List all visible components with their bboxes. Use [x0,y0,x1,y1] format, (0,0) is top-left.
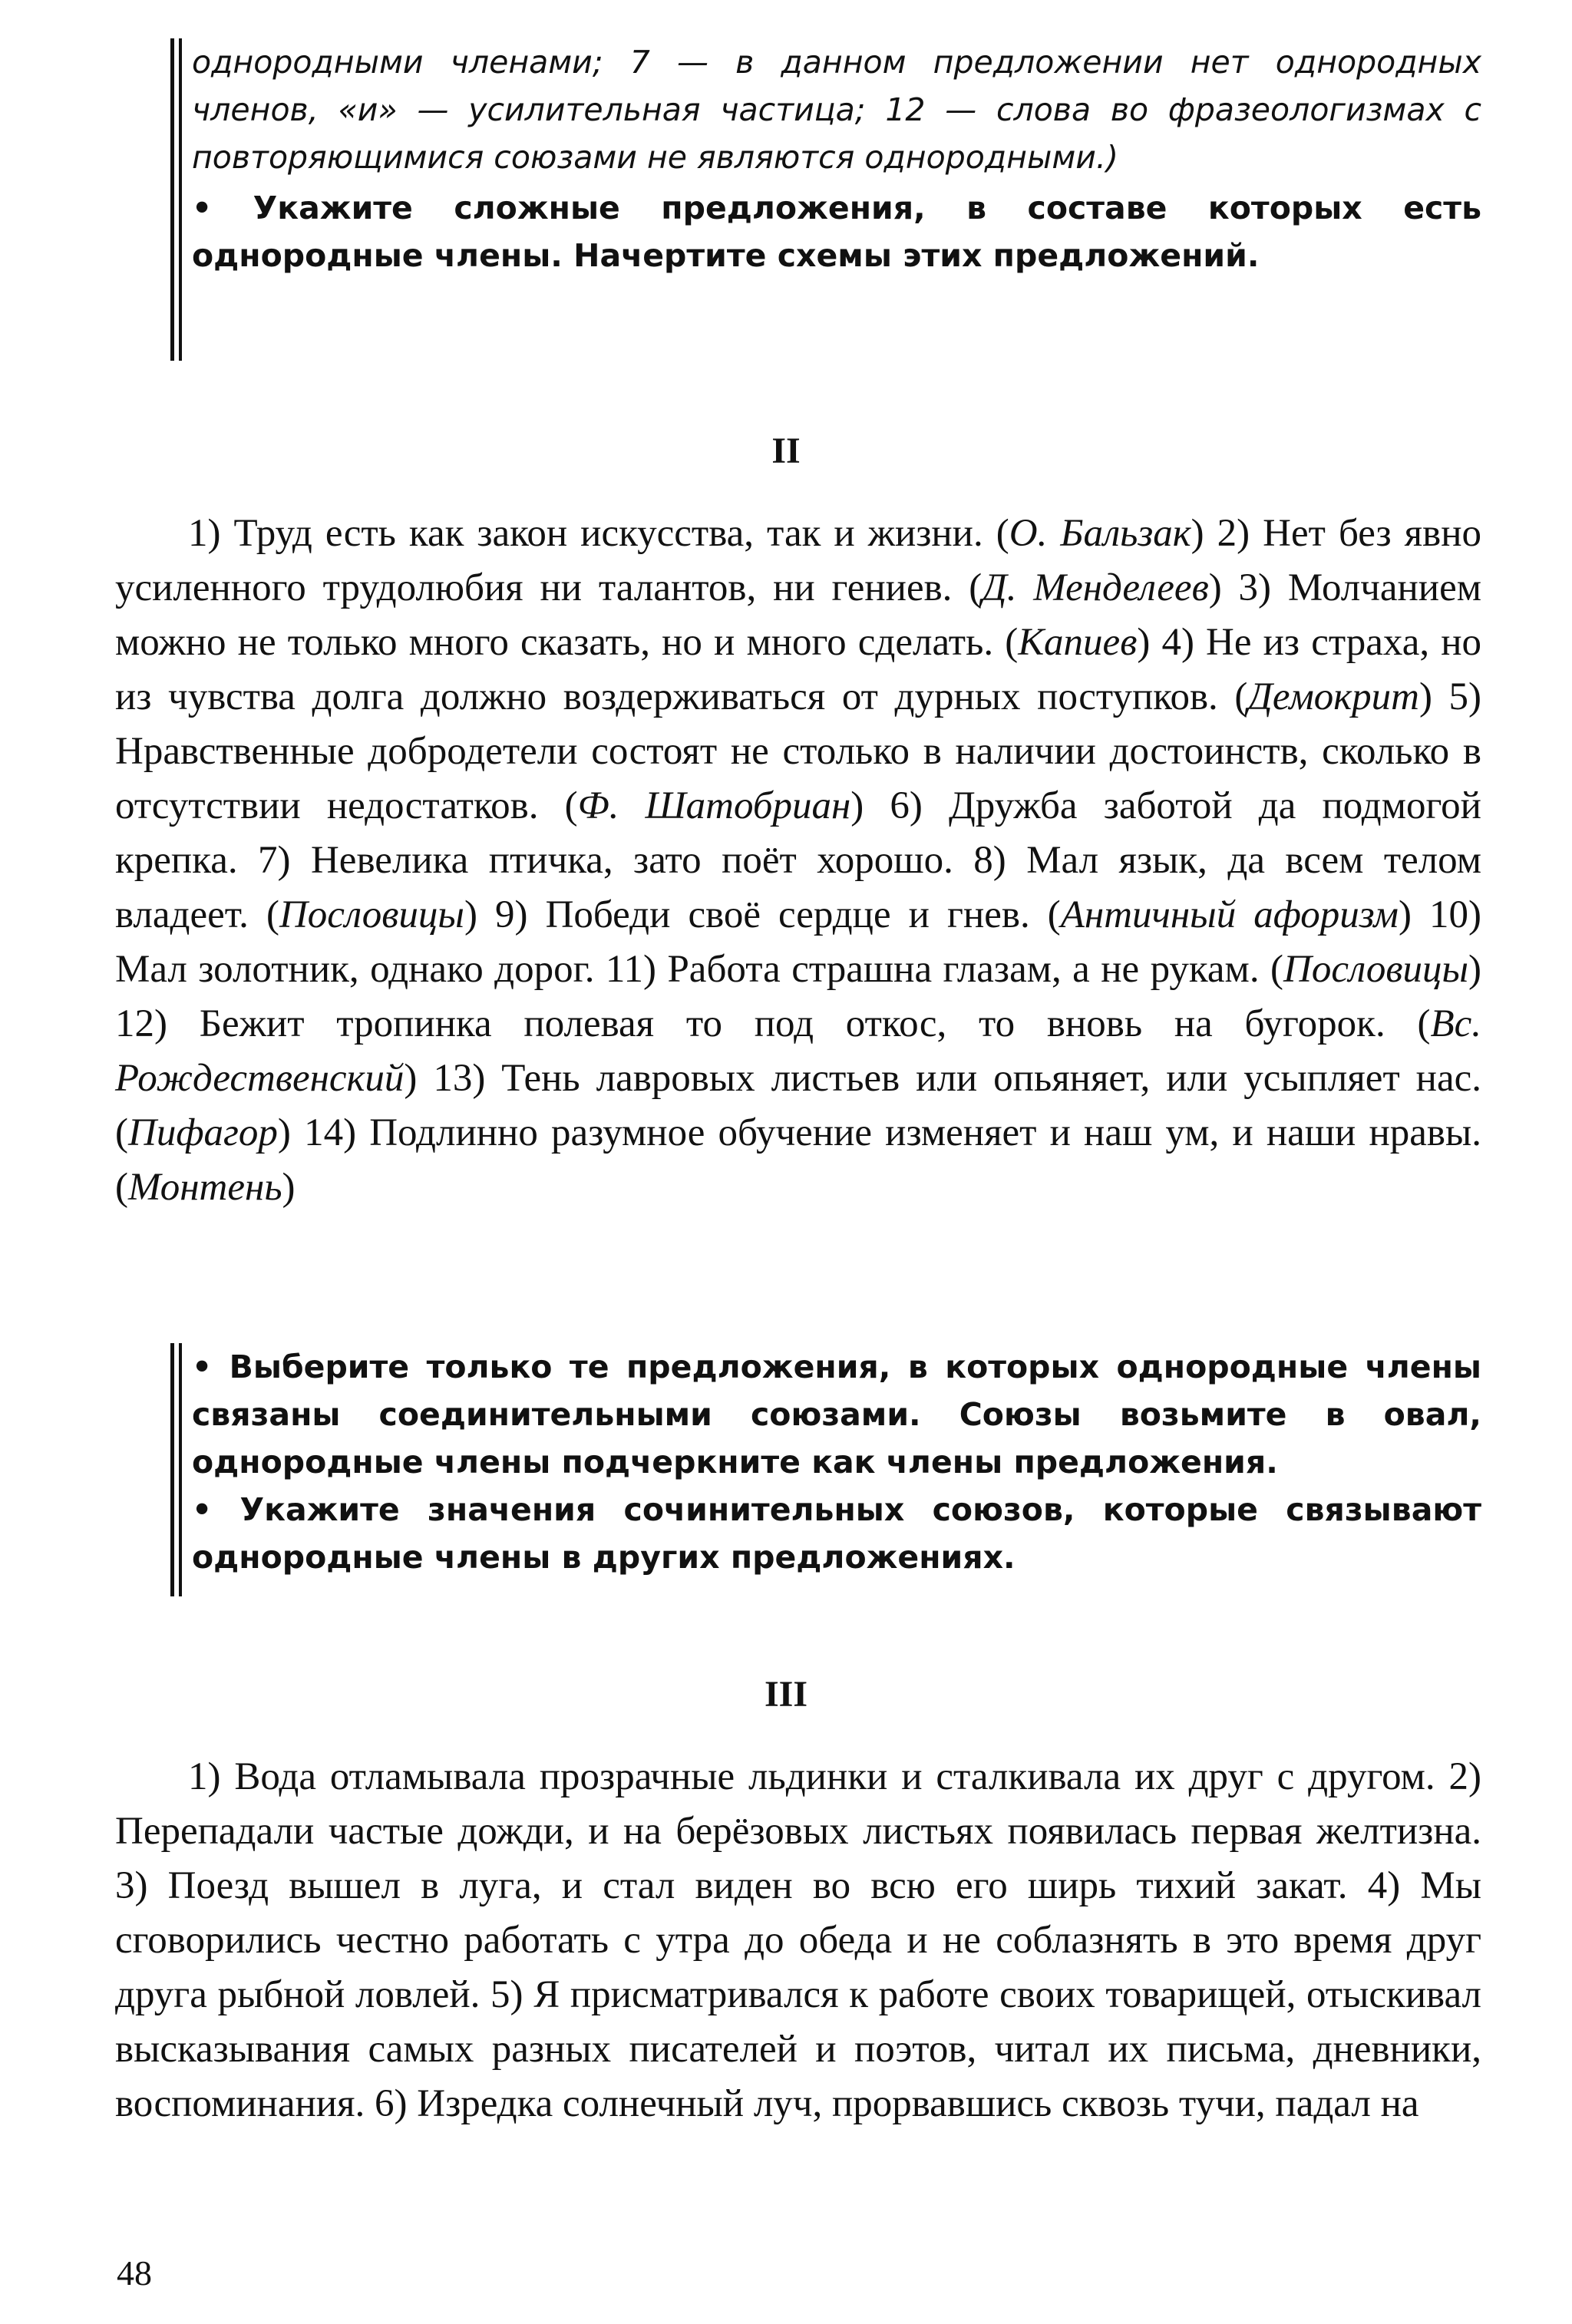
author-name: Пословицы [1283,948,1469,991]
author-name: Монтень [127,1166,282,1209]
section-heading-iii: III [764,1674,808,1715]
task-callout-middle [192,1343,1481,1596]
callout-continued-note: однородными членами; 7 — в данном предложении нет однородных членов, «и» — усилительная частица; 12 — слова во фразеологизмах с повторяющимися союзами не являются однородными.) [192,44,1481,176]
callout-double-rule [170,1343,183,1596]
author-name: Пословицы [279,893,464,936]
page-number: 48 [117,2253,152,2293]
author-name: Пифагор [127,1111,278,1154]
task-callout-top [192,38,1481,361]
section-iii-text: 1) Вода отламывала прозрачные льдинки и сталкивала их друг с другом. 2) Перепадали частые дожди, и на берёзовых листьях появилась первая желтизна. 3) Поезд вышел в луга, и стал виден во всю его ширь тихий закат. 4) Мы сговорились честно работать с утра до обеда и не соблазнять в это время друг друга рыбной ловлей. 5) Я присматривался к работе своих товарищей, отыскивал высказывания самых разных писателей и поэтов, читал их письма, дневники, воспоминания. 6) Изредка солнечный луч, прорвавшись сквозь тучи, падал на [115,1755,1481,2125]
callout-double-rule [170,38,183,361]
author-name: Капиев [1018,621,1138,664]
author-name: Д. Менделеев [982,566,1209,609]
callout-task-1: • Выберите только те предложения, в которых однородные члены связаны соединительными союзами. Союзы возьмите в овал, однородные члены подчеркните как члены предложения. [192,1349,1481,1481]
section-ii-text: 1) Труд есть как закон искусства, так и жизни. (О. Бальзак) 2) Нет без явно усиленного трудолюбия ни талантов, ни гениев. (Д. Менделеев) 3) Молчанием можно не только много сказать, но и много сделать. (Капиев) 4) Не из страха, но из чувства долга должно воздерживаться от дурных поступков. (Демокрит) 5) Нравственные добродетели состоят не столько в наличии достоинств, сколько в отсутствии недостатков. (Ф. Шатобриан) 6) Дружба заботой да подмогой крепка. 7) Невелика птичка, зато поёт хорошо. 8) Мал язык, да всем телом владеет. (Пословицы) 9) Победи своё сердце и гнев. (Античный афоризм) 10) Мал золотник, однако дорог. 11) Работа страшна глазам, а не рукам. (Пословицы) 12) Бежит тропинка полевая то под откос, то вновь на бугорок. (Вс. Рождественский) 13) Тень лавровых листьев или опьяняет, или усыпляет нас. (Пифагор) 14) Подлинно разумное обучение изменяет и наш ум, и наши нравы. (Монтень) [115,512,1482,1209]
author-name: О. Бальзак [1009,512,1191,555]
author-name: Демокрит [1247,675,1419,718]
author-name: Античный афоризм [1060,893,1399,936]
author-name: Вс. Рождественский [115,1002,1481,1100]
callout-task-2: • Укажите значения сочинительных союзов, которые связывают однородные члены в других предложениях. [192,1491,1481,1576]
section-heading-ii: II [771,431,801,471]
author-name: Ф. Шатобриан [577,784,851,827]
callout-task: • Укажите сложные предложения, в составе которых есть однородные члены. Начертите схемы этих предложений. [192,190,1481,274]
